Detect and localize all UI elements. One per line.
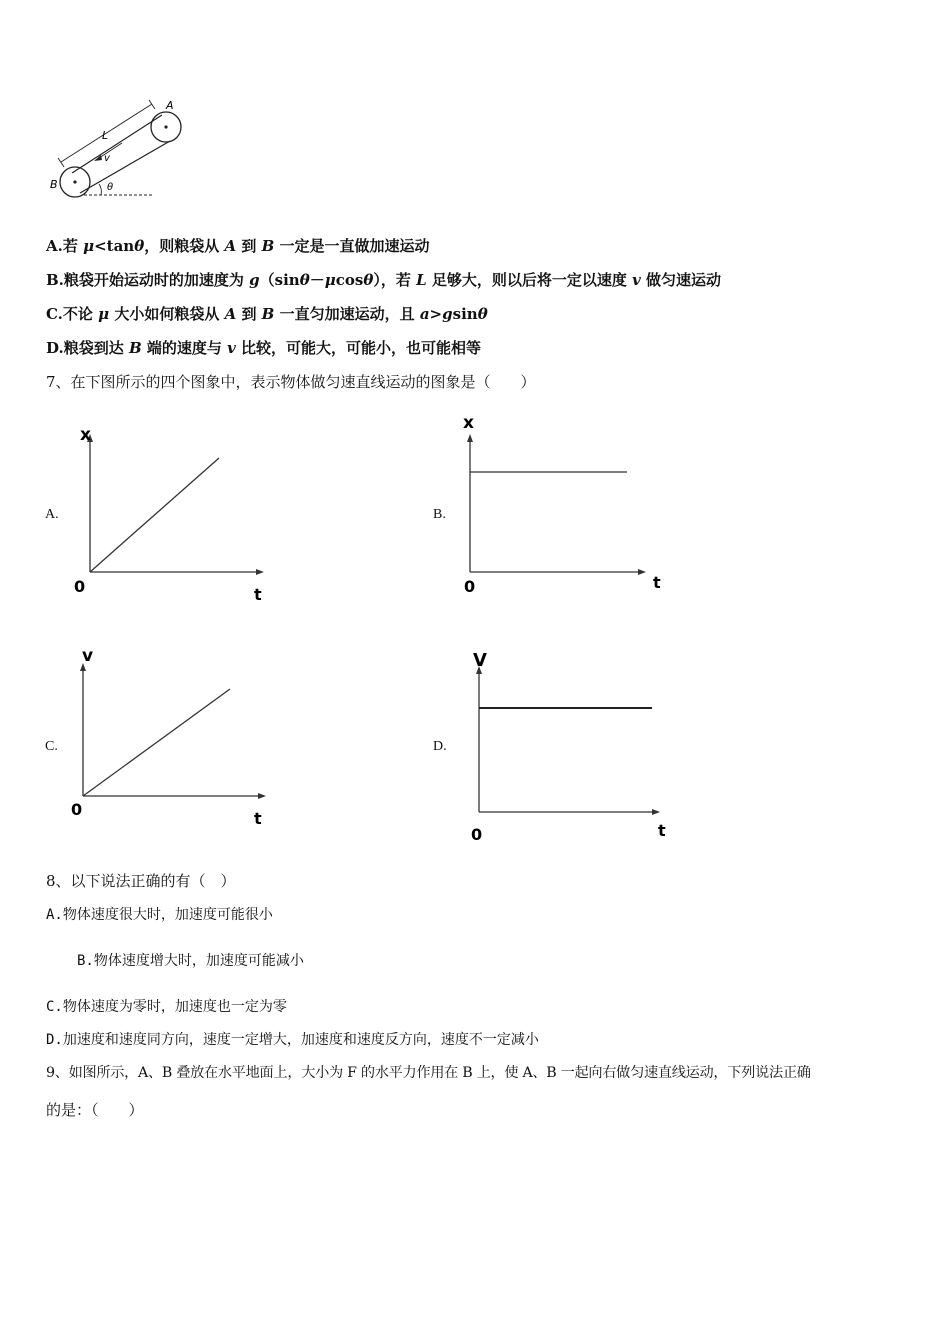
label-theta: θ <box>107 182 114 193</box>
origin-label: 0 <box>71 800 83 819</box>
q6-option-b: B.粮袋开始运动时的加速度为 g（sinθ－μcosθ），若 L 足够大，则以后将一定以速度 v 做匀速运动 <box>46 271 722 289</box>
q7-option-c-label: C. <box>45 739 58 754</box>
q7-stem: 7、在下图所示的四个图象中，表示物体做匀速直线运动的图象是（ ） <box>46 373 536 391</box>
graph-line <box>90 458 219 572</box>
y-axis-arrow <box>467 434 473 442</box>
pulley-a-center <box>164 125 167 128</box>
x-axis-label: t <box>658 821 666 840</box>
x-axis-label: t <box>254 585 262 604</box>
x-axis-arrow <box>258 793 266 799</box>
conveyor-belt-figure <box>44 96 204 200</box>
y-axis-label: x <box>463 413 474 433</box>
length-dimension-tick-b <box>58 158 64 167</box>
q7-graph-b <box>444 410 674 602</box>
label-v: v <box>104 153 110 164</box>
label-a: A <box>166 99 174 112</box>
q6-option-d: D.粮袋到达 B 端的速度与 v 比较，可能大，可能小，也可能相等 <box>46 339 482 357</box>
q9-stem-line1: 9、如图所示，A、B 叠放在水平地面上，大小为 F 的水平力作用在 B 上，使 A、B 一起向右做匀速直线运动，下列说法正确 <box>46 1065 811 1081</box>
q8-option-a: A.物体速度很大时，加速度可能很小 <box>46 907 273 923</box>
x-axis-arrow <box>638 569 646 575</box>
origin-label: 0 <box>471 825 483 844</box>
x-axis-label: t <box>254 809 262 828</box>
q7-option-b-label: B. <box>433 507 446 522</box>
q7-graph-d <box>460 640 680 846</box>
q8-option-b: B.物体速度增大时，加速度可能减小 <box>77 953 304 969</box>
origin-label: 0 <box>74 577 86 596</box>
q6-option-c: C.不论 μ 大小如何粮袋从 A 到 B 一直匀加速运动，且 a>gsinθ <box>46 305 488 323</box>
label-l: L <box>102 129 109 142</box>
q9-stem-line2: 的是：（ ） <box>46 1101 144 1119</box>
q8-stem: 8、以下说法正确的有（ ） <box>46 872 236 890</box>
length-dimension-tick-a <box>149 100 155 109</box>
q7-option-a-label: A. <box>45 507 59 522</box>
q6-option-a: A.若 μ<tanθ，则粮袋从 A 到 B 一定是一直做加速运动 <box>46 237 430 255</box>
q7-option-d-label: D. <box>433 739 447 754</box>
q8-option-d: D.加速度和速度同方向，速度一定增大，加速度和速度反方向，速度不一定减小 <box>46 1032 539 1048</box>
y-axis-label: x <box>80 425 91 445</box>
q8-option-c: C.物体速度为零时，加速度也一定为零 <box>46 999 287 1015</box>
q7-graph-a <box>64 420 274 610</box>
angle-arc <box>99 184 101 195</box>
y-axis-label: V <box>473 650 487 671</box>
label-b: B <box>50 178 58 191</box>
belt-bottom-edge <box>80 141 170 193</box>
x-axis-arrow <box>256 569 264 575</box>
origin-label: 0 <box>464 577 476 596</box>
x-axis-label: t <box>653 573 661 592</box>
belt-top-edge <box>72 115 162 173</box>
q7-graph-c <box>58 643 278 833</box>
graph-line <box>83 689 230 796</box>
pulley-b-center <box>73 180 76 183</box>
y-axis-label: v <box>82 646 94 666</box>
x-axis-arrow <box>652 809 660 815</box>
